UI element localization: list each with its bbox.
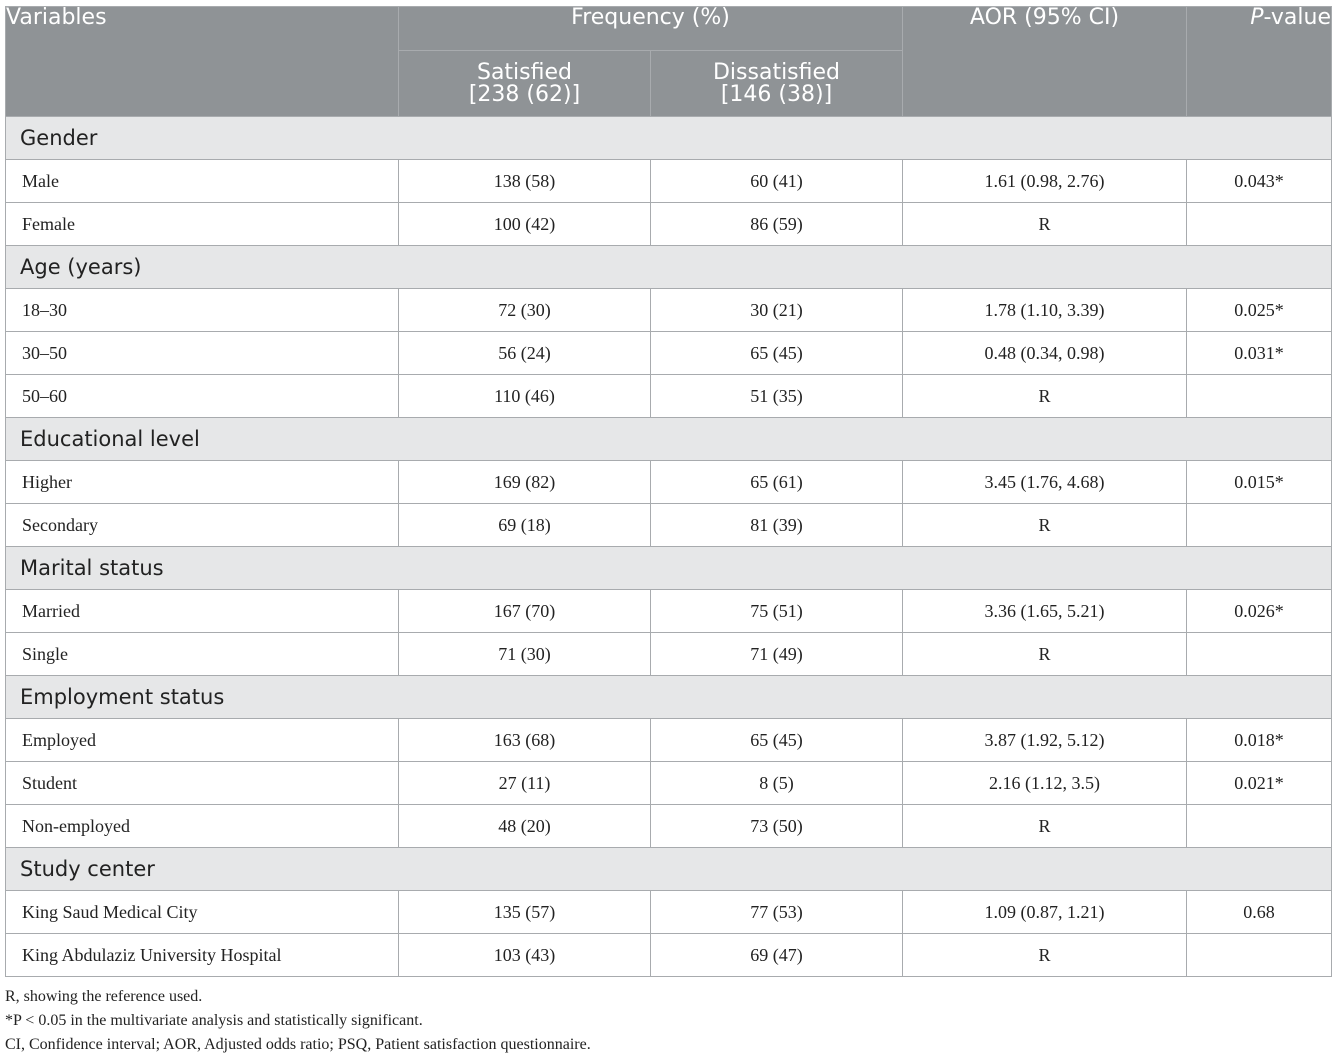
aor-cell: 2.16 (1.12, 3.5) [903, 762, 1187, 805]
table-row [6, 891, 1332, 934]
header-p-italic: P [1250, 5, 1264, 30]
section-row [6, 848, 1332, 891]
table-row [6, 289, 1332, 332]
p-value-cell: 0.025* [1187, 289, 1332, 332]
table-row [6, 719, 1332, 762]
section-title: Educational level [6, 418, 1332, 461]
satisfied-cell: 69 (18) [399, 504, 651, 547]
p-value-cell: 0.026* [1187, 590, 1332, 633]
header-satisfied-count: [238 (62)] [468, 81, 581, 107]
aor-cell: R [903, 805, 1187, 848]
p-value-cell: 0.043* [1187, 160, 1332, 203]
table-body [6, 117, 1332, 977]
dissatisfied-cell: 75 (51) [651, 590, 903, 633]
p-value-cell [1187, 805, 1332, 848]
satisfied-cell: 27 (11) [399, 762, 651, 805]
dissatisfied-cell: 60 (41) [651, 160, 903, 203]
row-label: Married [6, 590, 399, 633]
dissatisfied-cell: 51 (35) [651, 375, 903, 418]
header-variables: Variables [6, 7, 399, 117]
section-title: Study center [6, 848, 1332, 891]
aor-cell: R [903, 633, 1187, 676]
p-value-cell [1187, 633, 1332, 676]
footnote-significance: *P < 0.05 in the multivariate analysis and statistically significant. [5, 1012, 423, 1029]
section-row [6, 418, 1332, 461]
satisfied-cell: 167 (70) [399, 590, 651, 633]
row-label: Student [6, 762, 399, 805]
aor-cell: R [903, 375, 1187, 418]
satisfied-cell: 135 (57) [399, 891, 651, 934]
satisfied-cell: 110 (46) [399, 375, 651, 418]
row-label: King Abdulaziz University Hospital [6, 934, 399, 977]
dissatisfied-cell: 71 (49) [651, 633, 903, 676]
header-dissatisfied-label: Dissatisfied [712, 59, 840, 85]
p-value-cell: 0.018* [1187, 719, 1332, 762]
row-label: Male [6, 160, 399, 203]
dissatisfied-cell: 86 (59) [651, 203, 903, 246]
dissatisfied-cell: 65 (61) [651, 461, 903, 504]
satisfied-cell: 56 (24) [399, 332, 651, 375]
p-value-cell [1187, 504, 1332, 547]
table-row [6, 504, 1332, 547]
satisfied-cell: 71 (30) [399, 633, 651, 676]
row-label: King Saud Medical City [6, 891, 399, 934]
table-row [6, 633, 1332, 676]
p-value-cell: 0.015* [1187, 461, 1332, 504]
footnote-reference: R, showing the reference used. [5, 988, 203, 1005]
header-satisfied [399, 51, 651, 117]
header-satisfied-label: Satisfied [476, 59, 572, 85]
row-label: Non-employed [6, 805, 399, 848]
table-row [6, 762, 1332, 805]
header-frequency: Frequency (%) [399, 7, 903, 51]
row-label: 50–60 [6, 375, 399, 418]
section-row [6, 117, 1332, 160]
table-row [6, 203, 1332, 246]
dissatisfied-cell: 69 (47) [651, 934, 903, 977]
section-title: Marital status [6, 547, 1332, 590]
p-value-cell [1187, 934, 1332, 977]
satisfied-cell: 138 (58) [399, 160, 651, 203]
satisfied-cell: 163 (68) [399, 719, 651, 762]
row-label: Higher [6, 461, 399, 504]
table-row [6, 332, 1332, 375]
satisfied-cell: 72 (30) [399, 289, 651, 332]
table-row [6, 590, 1332, 633]
results-table [5, 6, 1332, 977]
p-value-cell [1187, 203, 1332, 246]
satisfied-cell: 48 (20) [399, 805, 651, 848]
aor-cell: 3.87 (1.92, 5.12) [903, 719, 1187, 762]
satisfied-cell: 100 (42) [399, 203, 651, 246]
table-row [6, 934, 1332, 977]
header-p-rest: -value [1263, 5, 1331, 30]
header-dissatisfied-count: [146 (38)] [720, 81, 833, 107]
row-label: Single [6, 633, 399, 676]
aor-cell: 3.36 (1.65, 5.21) [903, 590, 1187, 633]
aor-cell: R [903, 934, 1187, 977]
table-row [6, 805, 1332, 848]
aor-cell: 1.61 (0.98, 2.76) [903, 160, 1187, 203]
p-value-cell: 0.68 [1187, 891, 1332, 934]
dissatisfied-cell: 65 (45) [651, 332, 903, 375]
header-aor: AOR (95% CI) [903, 7, 1187, 117]
dissatisfied-cell: 30 (21) [651, 289, 903, 332]
section-title: Employment status [6, 676, 1332, 719]
p-value-cell: 0.031* [1187, 332, 1332, 375]
aor-cell: R [903, 504, 1187, 547]
row-label: 30–50 [6, 332, 399, 375]
section-row [6, 547, 1332, 590]
section-title: Age (years) [6, 246, 1332, 289]
row-label: 18–30 [6, 289, 399, 332]
p-value-cell: 0.021* [1187, 762, 1332, 805]
header-dissatisfied [651, 51, 903, 117]
aor-cell: 0.48 (0.34, 0.98) [903, 332, 1187, 375]
row-label: Female [6, 203, 399, 246]
footnotes [5, 985, 591, 1057]
dissatisfied-cell: 65 (45) [651, 719, 903, 762]
table-row [6, 375, 1332, 418]
aor-cell: 3.45 (1.76, 4.68) [903, 461, 1187, 504]
footnote-abbreviations: CI, Confidence interval; AOR, Adjusted odds ratio; PSQ, Patient satisfaction questionnaire. [5, 1036, 591, 1053]
row-label: Secondary [6, 504, 399, 547]
section-title: Gender [6, 117, 1332, 160]
satisfied-cell: 169 (82) [399, 461, 651, 504]
dissatisfied-cell: 8 (5) [651, 762, 903, 805]
aor-cell: R [903, 203, 1187, 246]
section-row [6, 246, 1332, 289]
aor-cell: 1.78 (1.10, 3.39) [903, 289, 1187, 332]
p-value-cell [1187, 375, 1332, 418]
section-row [6, 676, 1332, 719]
dissatisfied-cell: 77 (53) [651, 891, 903, 934]
satisfied-cell: 103 (43) [399, 934, 651, 977]
table-row [6, 461, 1332, 504]
dissatisfied-cell: 81 (39) [651, 504, 903, 547]
header-p-value [1187, 7, 1332, 117]
row-label: Employed [6, 719, 399, 762]
aor-cell: 1.09 (0.87, 1.21) [903, 891, 1187, 934]
table-row [6, 160, 1332, 203]
dissatisfied-cell: 73 (50) [651, 805, 903, 848]
